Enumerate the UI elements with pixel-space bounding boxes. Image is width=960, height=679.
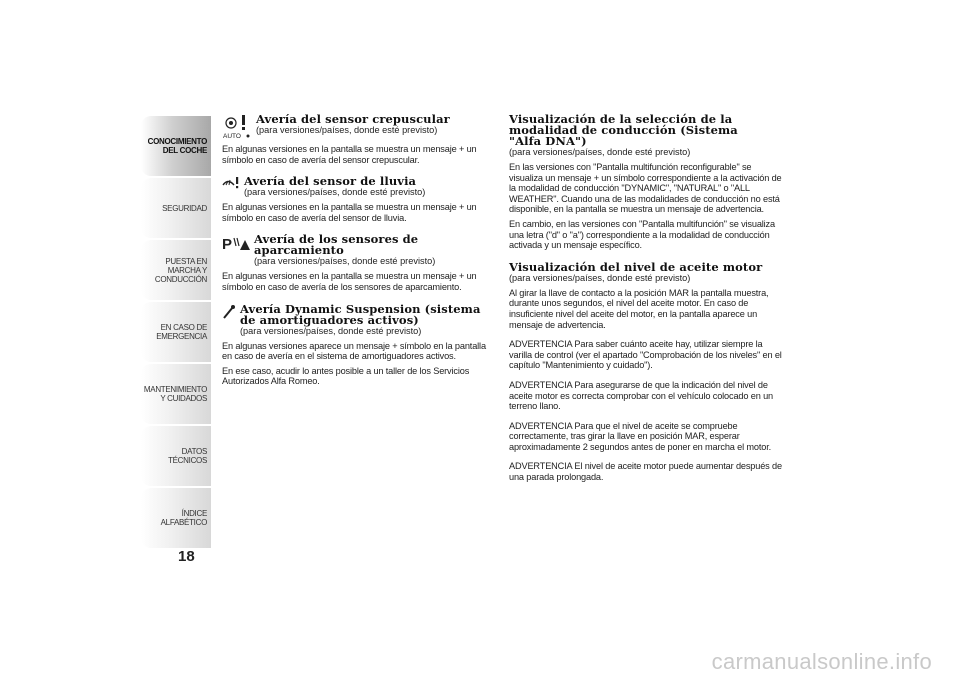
rain-sensor-warning-icon	[222, 176, 240, 190]
section-body: Al girar la llave de contacto a la posición MAR la pantalla muestra, durante unos segundos, el nivel del aceite motor. En caso de insuficiente nivel del aceite del motor, en la pantalla aparece un mensaje de advertencia.	[509, 287, 769, 330]
section-body: En algunas versiones aparece un mensaje + símbolo en la pantalla en caso de avería en el sistema de amortiguadores activos.	[222, 340, 486, 362]
tab-indice-alfabetico[interactable]	[141, 488, 211, 548]
left-column	[222, 114, 492, 387]
tab-en-caso-de-emergencia[interactable]	[141, 302, 211, 362]
section-title: Avería del sensor crepuscular	[256, 112, 450, 126]
suspension-warning-icon	[222, 304, 236, 320]
right-column	[509, 114, 784, 483]
section-subtitle: (para versiones/países, donde esté previsto)	[256, 125, 438, 135]
tab-label: PUESTA EN MARCHA Y CONDUCCIÓN	[154, 256, 207, 284]
section-subtitle: (para versiones/países, donde esté previsto)	[254, 256, 436, 267]
tab-label: EN CASO DE EMERGENCIA	[156, 323, 207, 341]
warning-paragraph: ADVERTENCIA Para asegurarse de que la indicación del nivel de aceite motor es correcta comprobar con el vehículo colocado en un terreno llano.	[509, 379, 773, 412]
warning-paragraph: ADVERTENCIA Para que el nivel de aceite se compruebe correctamente, tras girar la llave en posición MAR, esperar aproximadamente 2 segundos antes de poner en marcha el motor.	[509, 420, 772, 452]
watermark: carmanualsonline.info	[711, 649, 932, 674]
section-body: En algunas versiones en la pantalla se muestra un mensaje + un símbolo en caso de avería del sensor de lluvia.	[222, 202, 477, 223]
section-subtitle: (para versiones/países, donde esté previsto)	[240, 325, 422, 336]
section-subtitle: (para versiones/países, donde esté previsto)	[509, 147, 691, 157]
section-title: Avería de los sensores de aparcamiento	[254, 232, 419, 258]
tab-label: MANTENIMIENTO Y CUIDADOS	[143, 385, 207, 403]
page-number: 18	[178, 548, 195, 565]
section-title: Avería del sensor de lluvia	[244, 174, 417, 189]
section-body: En las versiones con "Pantalla multifunción reconfigurable" se visualiza un mensaje + un símbolo correspondiente a la activación de la modalidad de conducción "DYNAMIC", "NATURAL" o "ALL WEATHER". Cuando una de las modalidades de conducción no está disponible, en la pantalla se muestra un mensaje de advertencia.	[509, 162, 782, 215]
section-dynamic-suspension-head	[222, 301, 492, 337]
tab-mantenimiento[interactable]	[141, 364, 211, 424]
warning-paragraph: ADVERTENCIA El nivel de aceite motor puede aumentar después de una parada prolongada.	[509, 461, 782, 483]
section-body: En algunas versiones en la pantalla se muestra un mensaje + un símbolo en caso de avería de los sensores de aparcamiento.	[222, 271, 477, 292]
section-subtitle: (para versiones/países, donde esté previsto)	[509, 272, 691, 283]
section-title: Avería Dynamic Suspension (sistema de amortiguadores activos)	[240, 301, 481, 327]
tab-label: ÍNDICE ALFABÉTICO	[160, 509, 207, 527]
tab-label: CONOCIMIENTO DEL COCHE	[147, 137, 207, 155]
svg-text:AUTO: AUTO	[223, 133, 241, 140]
tab-datos-tecnicos[interactable]	[141, 426, 211, 486]
section-parking-sensor-head	[222, 234, 492, 267]
section-body: En algunas versiones en la pantalla se muestra un mensaje + un símbolo en caso de avería del sensor crepuscular.	[222, 144, 477, 165]
section-body: En ese caso, acudir lo antes posible a un taller de los Servicios Autorizados Alfa Romeo.	[222, 365, 470, 387]
parking-sensor-warning-icon	[222, 234, 250, 252]
section-rain-sensor-head	[222, 176, 492, 198]
tab-label: DATOS TÉCNICOS	[168, 447, 207, 465]
section-title: Visualización del nivel de aceite motor	[509, 259, 763, 274]
section-twilight-sensor-head	[222, 114, 492, 140]
svg-text:P: P	[222, 236, 233, 253]
tab-puesta-en-marcha[interactable]	[141, 240, 211, 300]
tab-label: SEGURIDAD	[162, 203, 207, 213]
warning-paragraph: ADVERTENCIA Para saber cuánto aceite hay, utilizar siempre la varilla de control (ver el apartado "Comprobación de los niveles" en el capítulo "Mantenimiento y cuidado").	[509, 339, 782, 371]
section-subtitle: (para versiones/países, donde esté previsto)	[244, 187, 426, 198]
tab-seguridad[interactable]	[141, 178, 211, 238]
section-body: En cambio, en las versiones con "Pantalla multifunción" se visualiza una letra ("d" o "a") correspondiente a la modalidad de conducción activada y un mensaje específico.	[509, 218, 775, 251]
section-title: Visualización de la selección de la modalidad de conducción (Sistema "Alfa DNA")	[509, 112, 738, 148]
tab-conocimiento-del-coche[interactable]	[141, 116, 211, 176]
twilight-sensor-warning-icon	[222, 114, 252, 140]
